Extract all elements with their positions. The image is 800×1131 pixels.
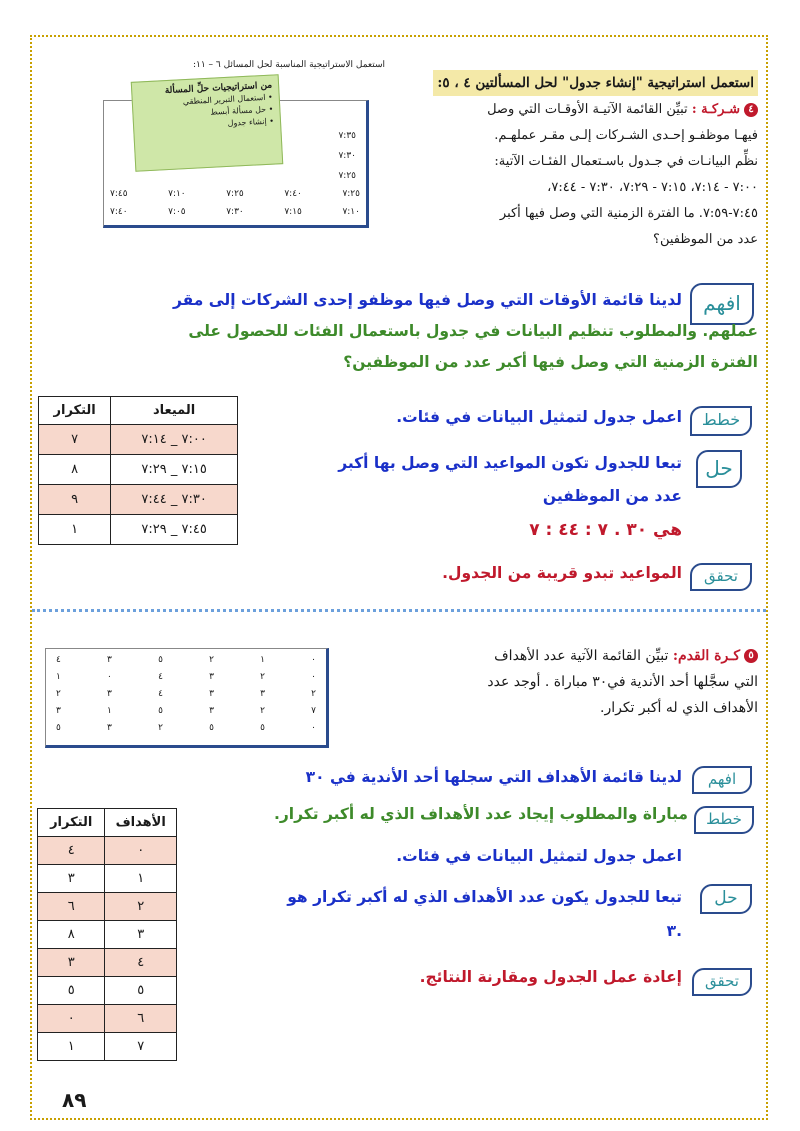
plan-tab: خطط	[694, 806, 754, 834]
check-tab: تحقق	[692, 968, 752, 996]
solve-line-2: عدد من الموظفين	[542, 487, 682, 505]
times-cell: ٧:٢٥	[226, 189, 244, 199]
goals-cell: ٣	[56, 706, 61, 716]
times-cell: ٧:١٠	[168, 189, 186, 199]
times-cell: ٧:٢٥	[342, 189, 360, 199]
problem-text-line: عدد من الموظفين؟	[653, 232, 758, 247]
understand-line-2: عملهم. والمطلوب تنظيم البيانات في جدول باستعمال الفئات للحصول على	[188, 322, 758, 340]
times-cell: ٧:١٠	[342, 207, 360, 217]
goals-cell: ٣	[107, 723, 112, 733]
goals-cell: ٢	[158, 723, 163, 733]
goals-cell: ١	[107, 706, 112, 716]
goals-cell: ٢	[56, 689, 61, 699]
goals-cell: ٧	[311, 706, 316, 716]
goals-grid-image	[45, 648, 331, 744]
table-cell: ٨	[38, 921, 105, 949]
strategy-sticky-note	[131, 74, 284, 172]
understand-line-1: لدينا قائمة الأهداف التي سجلها أحد الأندية في ٣٠	[305, 768, 682, 786]
strategy-reference-image	[95, 60, 385, 230]
goals-cell: ٥	[209, 723, 214, 733]
table-cell: ٧:٤٥ _ ٧:٢٩	[111, 515, 238, 545]
table-row	[39, 425, 238, 455]
goals-cell: ٠	[311, 655, 316, 665]
table-row	[39, 515, 238, 545]
check-text: المواعيد تبدو قريبة من الجدول.	[442, 564, 682, 582]
goals-cell: ٣	[209, 672, 214, 682]
goals-row	[56, 672, 316, 682]
problem5-statement	[438, 643, 758, 721]
goals-row	[56, 689, 316, 699]
goals-cell: ٣	[209, 689, 214, 699]
table-header: التكرار	[39, 397, 111, 425]
problem-text-line: نظِّم البيانـات في جـدول باسـتعمال الفئـات الآتية:	[494, 154, 758, 169]
goals-cell: ١	[56, 672, 61, 682]
times-right-3: ٧:٢٥	[338, 171, 356, 181]
table-cell: ٧	[105, 1033, 177, 1061]
problem-number-badge: ٥	[744, 649, 758, 663]
strategy-title: استعمل استراتيجية "إنشاء جدول" لحل المسألتين ٤ ، ٥:	[433, 70, 758, 96]
times-cell: ٧:٣٠	[226, 207, 244, 217]
goals-row	[56, 723, 316, 733]
goals-cell: ٢	[260, 672, 265, 682]
goals-cell: ٥	[158, 655, 163, 665]
problem-keyword: كـرة القدم:	[672, 648, 740, 664]
table-cell: ٠	[105, 837, 177, 865]
goals-cell: ٢	[209, 655, 214, 665]
problem-text-line: ٧:٤٥-٧:٥٩. ما الفترة الزمنية التي وصل فيها أكبر	[499, 206, 758, 221]
times-row-1	[110, 189, 360, 199]
goals-cell: ٤	[158, 689, 163, 699]
goals-grid	[45, 648, 329, 748]
goals-cell: ٤	[158, 672, 163, 682]
section-divider	[32, 609, 766, 612]
goals-cell: ٣	[107, 689, 112, 699]
problem-keyword: شـركـة :	[691, 102, 740, 117]
table-row	[38, 949, 177, 977]
problem-text-line: الأهداف الذي له أكبر تكرار.	[600, 700, 758, 716]
times-right-2: ٧:٣٠	[338, 151, 356, 161]
understand-line-2: مباراة والمطلوب إيجاد عدد الأهداف الذي له أكبر تكرار.	[273, 805, 688, 823]
understand-line-1: لدينا قائمة الأوقات التي وصل فيها موظفو إحدى الشركات إلى مقر	[172, 291, 682, 309]
goals-cell: ٣	[107, 655, 112, 665]
table-header: الميعاد	[111, 397, 238, 425]
understand-line-3: الفترة الزمنية التي وصل فيها أكبر عدد من الموظفين؟	[343, 353, 758, 371]
times-row-2	[110, 207, 360, 217]
problem-text-line: فيهـا موظفـو إحـدى الشـركات إلـى مقـر عملهـم.	[494, 128, 758, 143]
table-cell: ٥	[105, 977, 177, 1005]
table-row	[38, 1033, 177, 1061]
goals-cell: ٢	[311, 689, 316, 699]
table-cell: ٦	[105, 1005, 177, 1033]
table-cell: ٦	[38, 893, 105, 921]
sticky-item: • استعمال التبرير المنطقي	[182, 92, 273, 107]
table-row	[39, 485, 238, 515]
table-cell: ٧:٣٠ _ ٧:٤٤	[111, 485, 238, 515]
times-cell: ٧:٤٠	[110, 207, 128, 217]
table-cell: ٣	[38, 949, 105, 977]
goals-cell: ١	[260, 655, 265, 665]
sticky-item: • حل مسألة أبسط	[210, 104, 274, 117]
problem-text-line: تبيِّن القائمة الآتيـة الأوقـات التي وصل	[487, 102, 688, 117]
solve-line-1: تبعا للجدول يكون عدد الأهداف الذي له أكبر تكرار هو	[287, 888, 682, 906]
times-cell: ٧:٤٥	[110, 189, 128, 199]
table-cell: ٤	[105, 949, 177, 977]
goals-cell: ٢	[260, 706, 265, 716]
table-row	[38, 893, 177, 921]
table-header: الأهداف	[105, 809, 177, 837]
goals-cell: ٠	[311, 672, 316, 682]
table-row	[39, 455, 238, 485]
table-cell: ٣	[105, 921, 177, 949]
understand-tab: افهم	[692, 766, 752, 794]
problem5-frequency-table	[37, 808, 177, 1061]
table-cell: ٢	[105, 893, 177, 921]
table-row	[38, 1005, 177, 1033]
table-cell: ٠	[38, 1005, 105, 1033]
solve-tab: حل	[696, 450, 742, 488]
problem-text-line: تبيِّن القائمة الآتية عدد الأهداف	[494, 648, 669, 664]
goals-cell: ٣	[209, 706, 214, 716]
table-cell: ٧:١٥ _ ٧:٢٩	[111, 455, 238, 485]
table-header: التكرار	[38, 809, 105, 837]
table-row	[38, 837, 177, 865]
solve-line-2: .٣	[666, 922, 682, 940]
sticky-title: من استراتيجيات حلِّ المسألة	[164, 80, 273, 97]
plan-text: اعمل جدول لتمثيل البيانات في فئات.	[396, 847, 682, 865]
table-cell: ٧:٠٠ _ ٧:١٤	[111, 425, 238, 455]
table-row	[38, 865, 177, 893]
goals-cell: ٥	[56, 723, 61, 733]
table-cell: ٩	[39, 485, 111, 515]
table-cell: ٤	[38, 837, 105, 865]
problem-number-badge: ٤	[744, 103, 758, 117]
table-cell: ١	[38, 1033, 105, 1061]
problem-text-line: التي سجَّلها أحد الأندية في٣٠ مباراة . أوجد عدد	[487, 674, 758, 690]
table-cell: ٨	[39, 455, 111, 485]
goals-cell: ٣	[260, 689, 265, 699]
table-cell: ١	[39, 515, 111, 545]
goals-cell: ٥	[260, 723, 265, 733]
table-row	[38, 921, 177, 949]
sticky-item: • إنشاء جدول	[227, 116, 275, 128]
table-cell: ٣	[38, 865, 105, 893]
check-tab: تحقق	[690, 563, 752, 591]
goals-cell: ٠	[311, 723, 316, 733]
times-cell: ٧:١٥	[284, 207, 302, 217]
table-cell: ٥	[38, 977, 105, 1005]
problem-text-line: ٧:٠٠ - ٧:١٤، ٧:١٥ - ٧:٢٩، ٧:٣٠ - ٧:٤٤،	[547, 180, 758, 195]
goals-row	[56, 655, 316, 665]
check-text: إعادة عمل الجدول ومقارنة النتائج.	[419, 968, 682, 986]
goals-row	[56, 706, 316, 716]
goals-cell: ٠	[107, 672, 112, 682]
times-cell: ٧:٠٥	[168, 207, 186, 217]
goals-cell: ٤	[56, 655, 61, 665]
times-cell: ٧:٤٠	[284, 189, 302, 199]
times-right-1: ٧:٣٥	[338, 131, 356, 141]
plan-text: اعمل جدول لتمثيل البيانات في فئات.	[396, 408, 682, 426]
solve-line-3: هي ٣٠ . ٧ : ٤٤ : ٧	[529, 520, 682, 540]
table-cell: ٧	[39, 425, 111, 455]
solve-line-1: تبعا للجدول تكون المواعيد التي وصل بها أكبر	[338, 454, 682, 472]
goals-cell: ٥	[158, 706, 163, 716]
plan-tab: خطط	[690, 406, 752, 436]
table-cell: ١	[105, 865, 177, 893]
table-row	[38, 977, 177, 1005]
strategy-caption: استعمل الاستراتيجية المناسبة لحل المسائل ٦ – ١١:	[192, 60, 385, 70]
understand-tab: افهم	[690, 283, 754, 325]
solve-tab: حل	[700, 884, 752, 914]
problem4-statement	[428, 70, 758, 253]
page-number: ٨٩	[62, 1088, 87, 1112]
problem4-frequency-table	[38, 396, 238, 545]
